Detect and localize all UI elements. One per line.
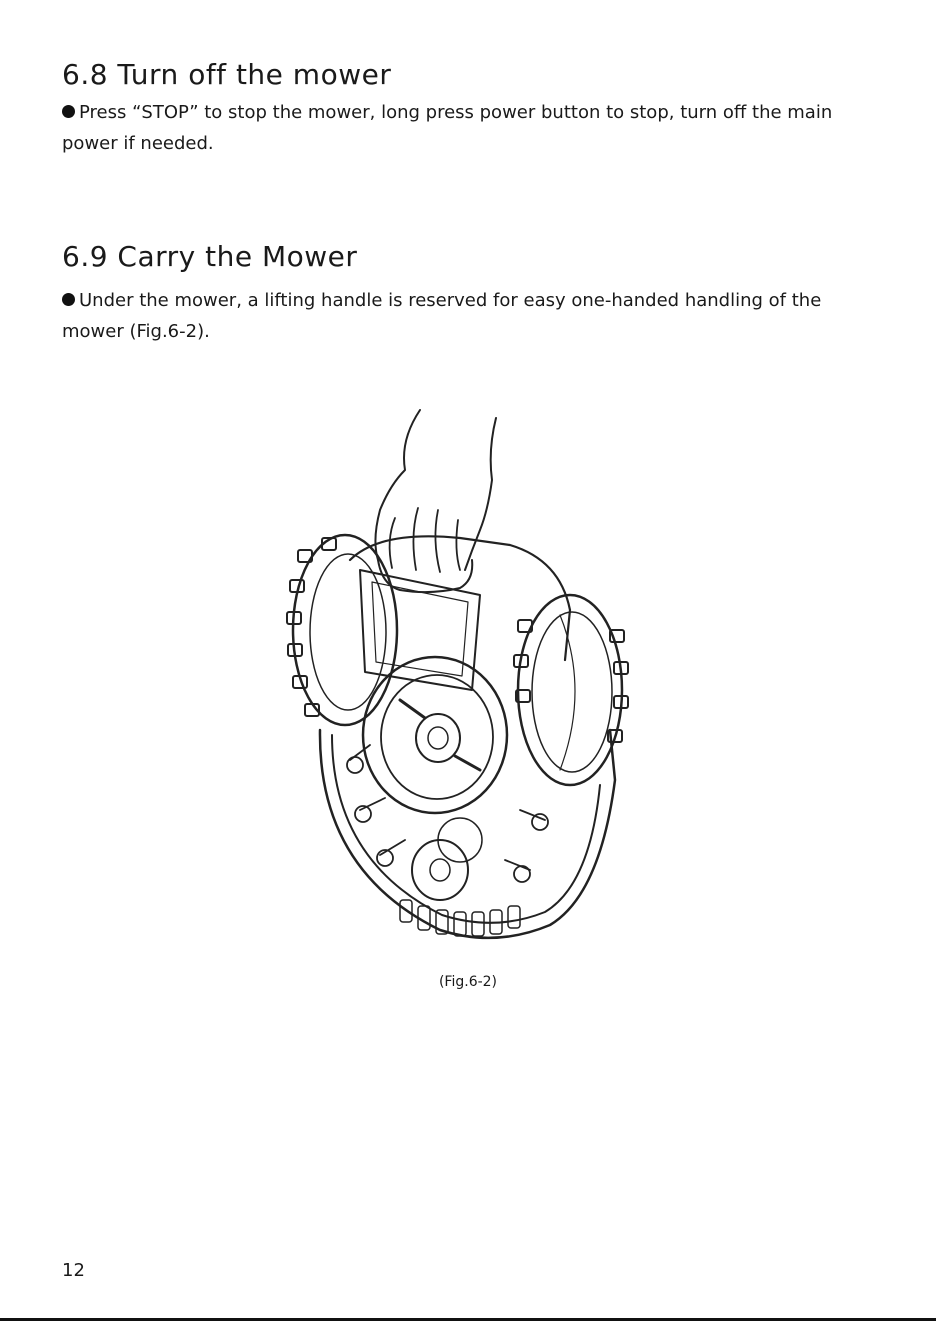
section-6-8-paragraph (62, 97, 882, 159)
section-6-8-text: Press “STOP” to stop the mower, long press power button to stop, turn off the main power if needed. (62, 102, 833, 154)
mower-carry-illustration (260, 400, 680, 945)
section-6-9-paragraph (62, 285, 882, 347)
page-bottom-rule (0, 1318, 936, 1321)
section-6-8-heading: 6.8 Turn off the mower (62, 58, 392, 91)
section-6-9-text: Under the mower, a lifting handle is reserved for easy one-handed handling of the mower (Fig.6-2). (62, 290, 822, 342)
figure-caption: (Fig.6-2) (438, 974, 498, 990)
bullet-icon (62, 293, 75, 306)
page-number: 12 (62, 1260, 85, 1281)
bullet-icon (62, 105, 75, 118)
section-6-9-heading: 6.9 Carry the Mower (62, 240, 358, 273)
